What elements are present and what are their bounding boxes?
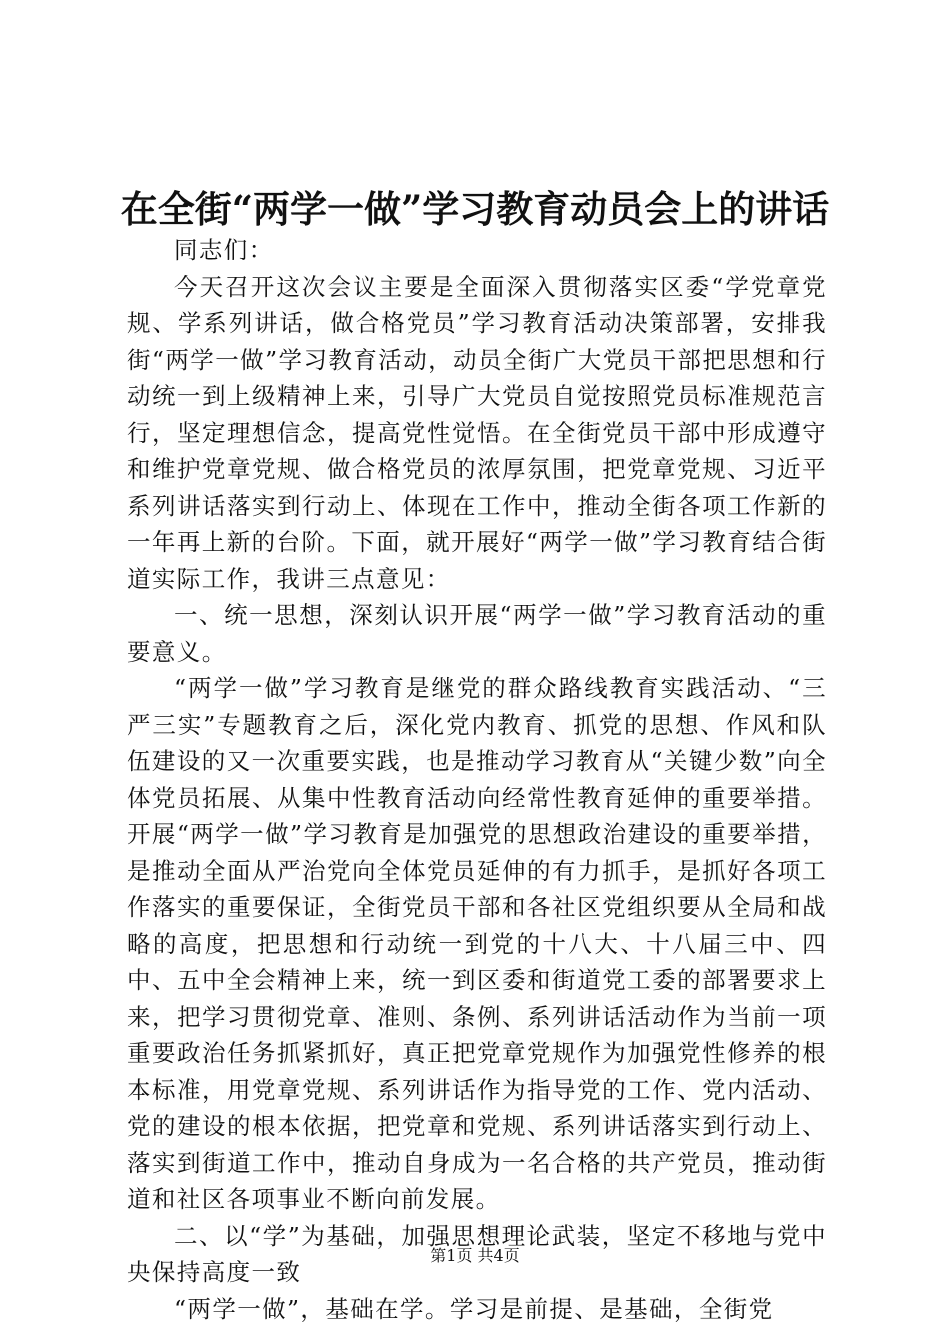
paragraph-intro: 今天召开这次会议主要是全面深入贯彻落实区委“学党章党规、学系列讲话，做合格党员”学习教育活动决策部署，安排我街“两学一做”学习教育活动，动员全街广大党员干部把思想和行动统一到上级精神上来，引导广大党员自觉按照党员标准规范言行，坚定理想信念，提高党性觉悟。在全街党员干部中形成遵守和维护党章党规、做合格党员的浓厚氛围，把党章党规、习近平系列讲话落实到行动上、体现在工作中，推动全街各项工作新的一年再上新的台阶。下面，就开展好“两学一做”学习教育结合街道实际工作，我讲三点意见： <box>127 272 827 593</box>
paragraph-section-1: “两学一做”学习教育是继党的群众路线教育实践活动、“三严三实”专题教育之后，深化党内教育、抓党的思想、作风和队伍建设的又一次重要实践，也是推动学习教育从“关键少数”向全体党员拓展、从集中性教育活动向经常性教育延伸的重要举措。开展“两学一做”学习教育是加强党的思想政治建设的重要举措，是推动全面从严治党向全体党员延伸的有力抓手，是抓好各项工作落实的重要保证，全街党员干部和各社区党组织要从全局和战略的高度，把思想和行动统一到党的十八大、十八届三中、四中、五中全会精神上来，统一到区委和街道党工委的部署要求上来，把学习贯彻党章、准则、条例、系列讲话活动作为当前一项重要政治任务抓紧抓好，真正把党章党规作为加强党性修养的根本标准，用党章党规、系列讲话作为指导党的工作、党内活动、党的建设的根本依据，把党章和党规、系列讲话落实到行动上、落实到街道工作中，推动自身成为一名合格的共产党员，推动街道和社区各项事业不断向前发展。 <box>127 674 827 1213</box>
section-heading-2: 二、以“学”为基础，加强思想理论武装，坚定不移地与党中央保持高度一致 <box>127 1221 827 1286</box>
page-number-footer: 第1页 共4页 <box>430 1246 520 1265</box>
document-body <box>127 232 827 1327</box>
paragraph-section-2: “两学一做”，基础在学。学习是前提、是基础，全街党 <box>174 1294 774 1323</box>
section-heading-1: 一、统一思想，深刻认识开展“两学一做”学习教育活动的重要意义。 <box>127 601 827 666</box>
paragraph-salutation: 同志们： <box>174 236 274 264</box>
document-title: 在全街“两学一做”学习教育动员会上的讲话 <box>120 187 830 231</box>
